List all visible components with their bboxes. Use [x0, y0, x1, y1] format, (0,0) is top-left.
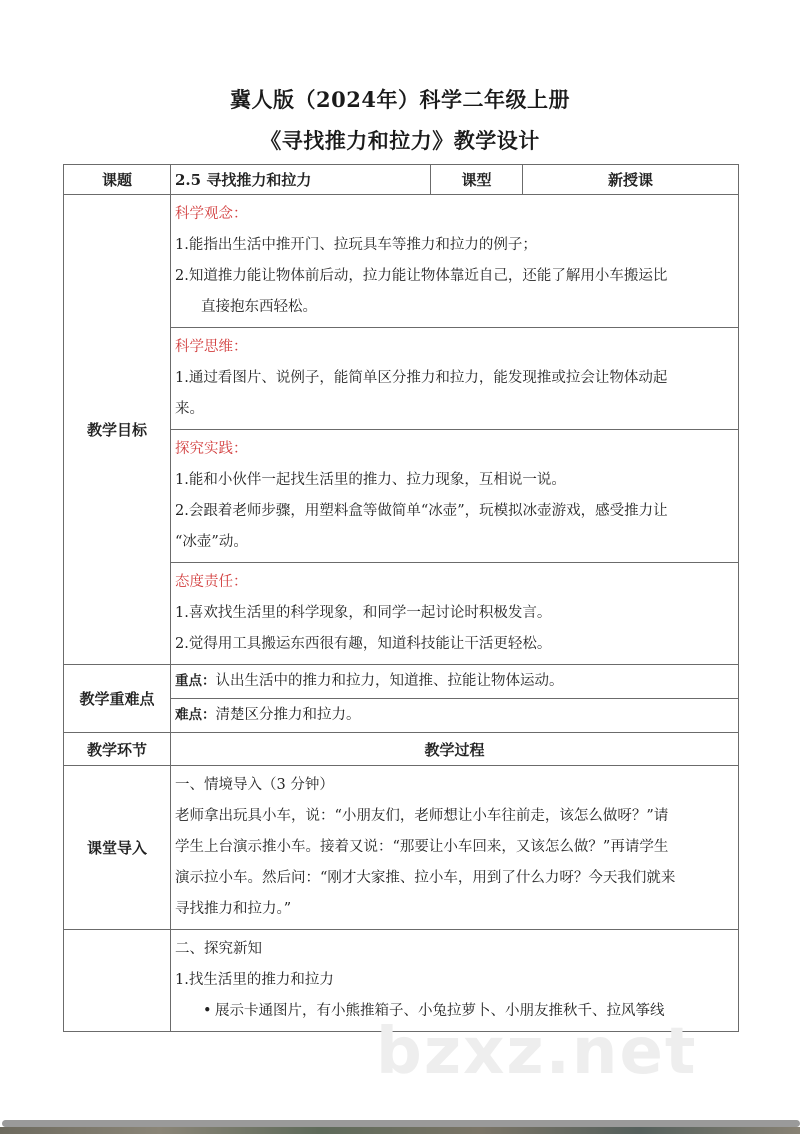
topic-value: 2.5 寻找推力和拉力: [171, 165, 431, 195]
section-heading: 探究实践：: [175, 441, 248, 457]
intro-line: 学生上台演示推小车。接着又说：“那要让小车回来，又该怎么做？”再请学生: [175, 839, 669, 855]
objective-section-attitude: [171, 563, 739, 665]
objective-item: 2.会跟着老师步骤，用塑料盒等做简单“冰壶”，玩模拟冰壶游戏，感受推力让: [175, 503, 668, 519]
lesson-plan-table: [63, 164, 739, 1032]
objective-item: 1.喜欢找生活里的科学现象，和同学一起讨论时积极发言。: [175, 605, 552, 621]
key-point-text: 认出生活中的推力和拉力，知道推、拉能让物体运动。: [215, 673, 564, 689]
lesson-type-value: 新授课: [523, 165, 739, 195]
intro-row: [64, 766, 739, 930]
difficult-point-lead: 难点：: [175, 707, 216, 723]
objective-section-thinking: [171, 328, 739, 430]
objective-section-practice: [171, 430, 739, 563]
objective-item: 1.能和小伙伴一起找生活里的推力、拉力现象，互相说一说。: [175, 472, 566, 488]
bullet-icon: •: [203, 1003, 212, 1019]
explore-subheading: 1.找生活里的推力和拉力: [175, 972, 334, 988]
objective-item: 2.知道推力能让物体前后动，拉力能让物体靠近自己，还能了解用小车搬运比: [175, 268, 668, 284]
document-title: 冀人版（2024年）科学二年级上册: [230, 87, 570, 112]
objective-item: 直接抱东西轻松。: [201, 299, 317, 315]
intro-label: 课堂导入: [64, 766, 171, 930]
process-header-row: [64, 733, 739, 766]
stage-label: 教学环节: [64, 733, 171, 766]
objective-item: 2.觉得用工具搬运东西很有趣，知道科技能让干活更轻松。: [175, 636, 552, 652]
key-point-row: [64, 665, 739, 699]
objective-item: 1.能指出生活中推开门、拉玩具车等推力和拉力的例子；: [175, 237, 537, 253]
watermark: bzxz.net: [376, 1015, 698, 1089]
objectives-row-concept: [64, 195, 739, 328]
key-point-lead: 重点：: [175, 673, 216, 689]
explore-bullet-text: 展示卡通图片，有小熊推箱子、小兔拉萝卜、小朋友推秋千、拉风筝线: [215, 1003, 665, 1019]
section-heading: 科学观念：: [175, 206, 248, 222]
key-point-cell: [171, 665, 739, 699]
process-label: 教学过程: [171, 733, 739, 766]
topic-label: 课题: [64, 165, 171, 195]
key-points-label: 教学重难点: [64, 665, 171, 733]
topic-row: [64, 165, 739, 195]
intro-line: 老师拿出玩具小车，说：“小朋友们，老师想让小车往前走，该怎么做呀？”请: [175, 808, 669, 824]
explore-heading: 二、探究新知: [175, 941, 262, 957]
section-heading: 科学思维：: [175, 339, 248, 355]
horizontal-scrollbar[interactable]: [2, 1120, 800, 1127]
intro-line: 演示拉小车。然后问：“刚才大家推、拉小车，用到了什么力呀？今天我们就来: [175, 870, 676, 886]
lesson-type-label: 课型: [431, 165, 523, 195]
intro-content: [171, 766, 739, 930]
intro-line: 寻找推力和拉力。”: [175, 901, 292, 917]
explore-label-empty: [64, 930, 171, 1032]
difficult-point-text: 清楚区分推力和拉力。: [215, 707, 361, 723]
intro-heading: 一、情境导入（3 分钟）: [175, 777, 334, 793]
difficult-point-cell: [171, 699, 739, 733]
section-heading: 态度责任：: [175, 574, 248, 590]
objective-item: 1.通过看图片、说例子，能简单区分推力和拉力，能发现推或拉会让物体动起: [175, 370, 668, 386]
objective-item: 来。: [175, 401, 204, 417]
objective-section-concept: [171, 195, 739, 328]
next-page-preview: [0, 1127, 800, 1134]
objective-item: “冰壶”动。: [175, 534, 248, 550]
document-subtitle: 《寻找推力和拉力》教学设计: [260, 128, 540, 153]
objectives-label: 教学目标: [64, 195, 171, 665]
